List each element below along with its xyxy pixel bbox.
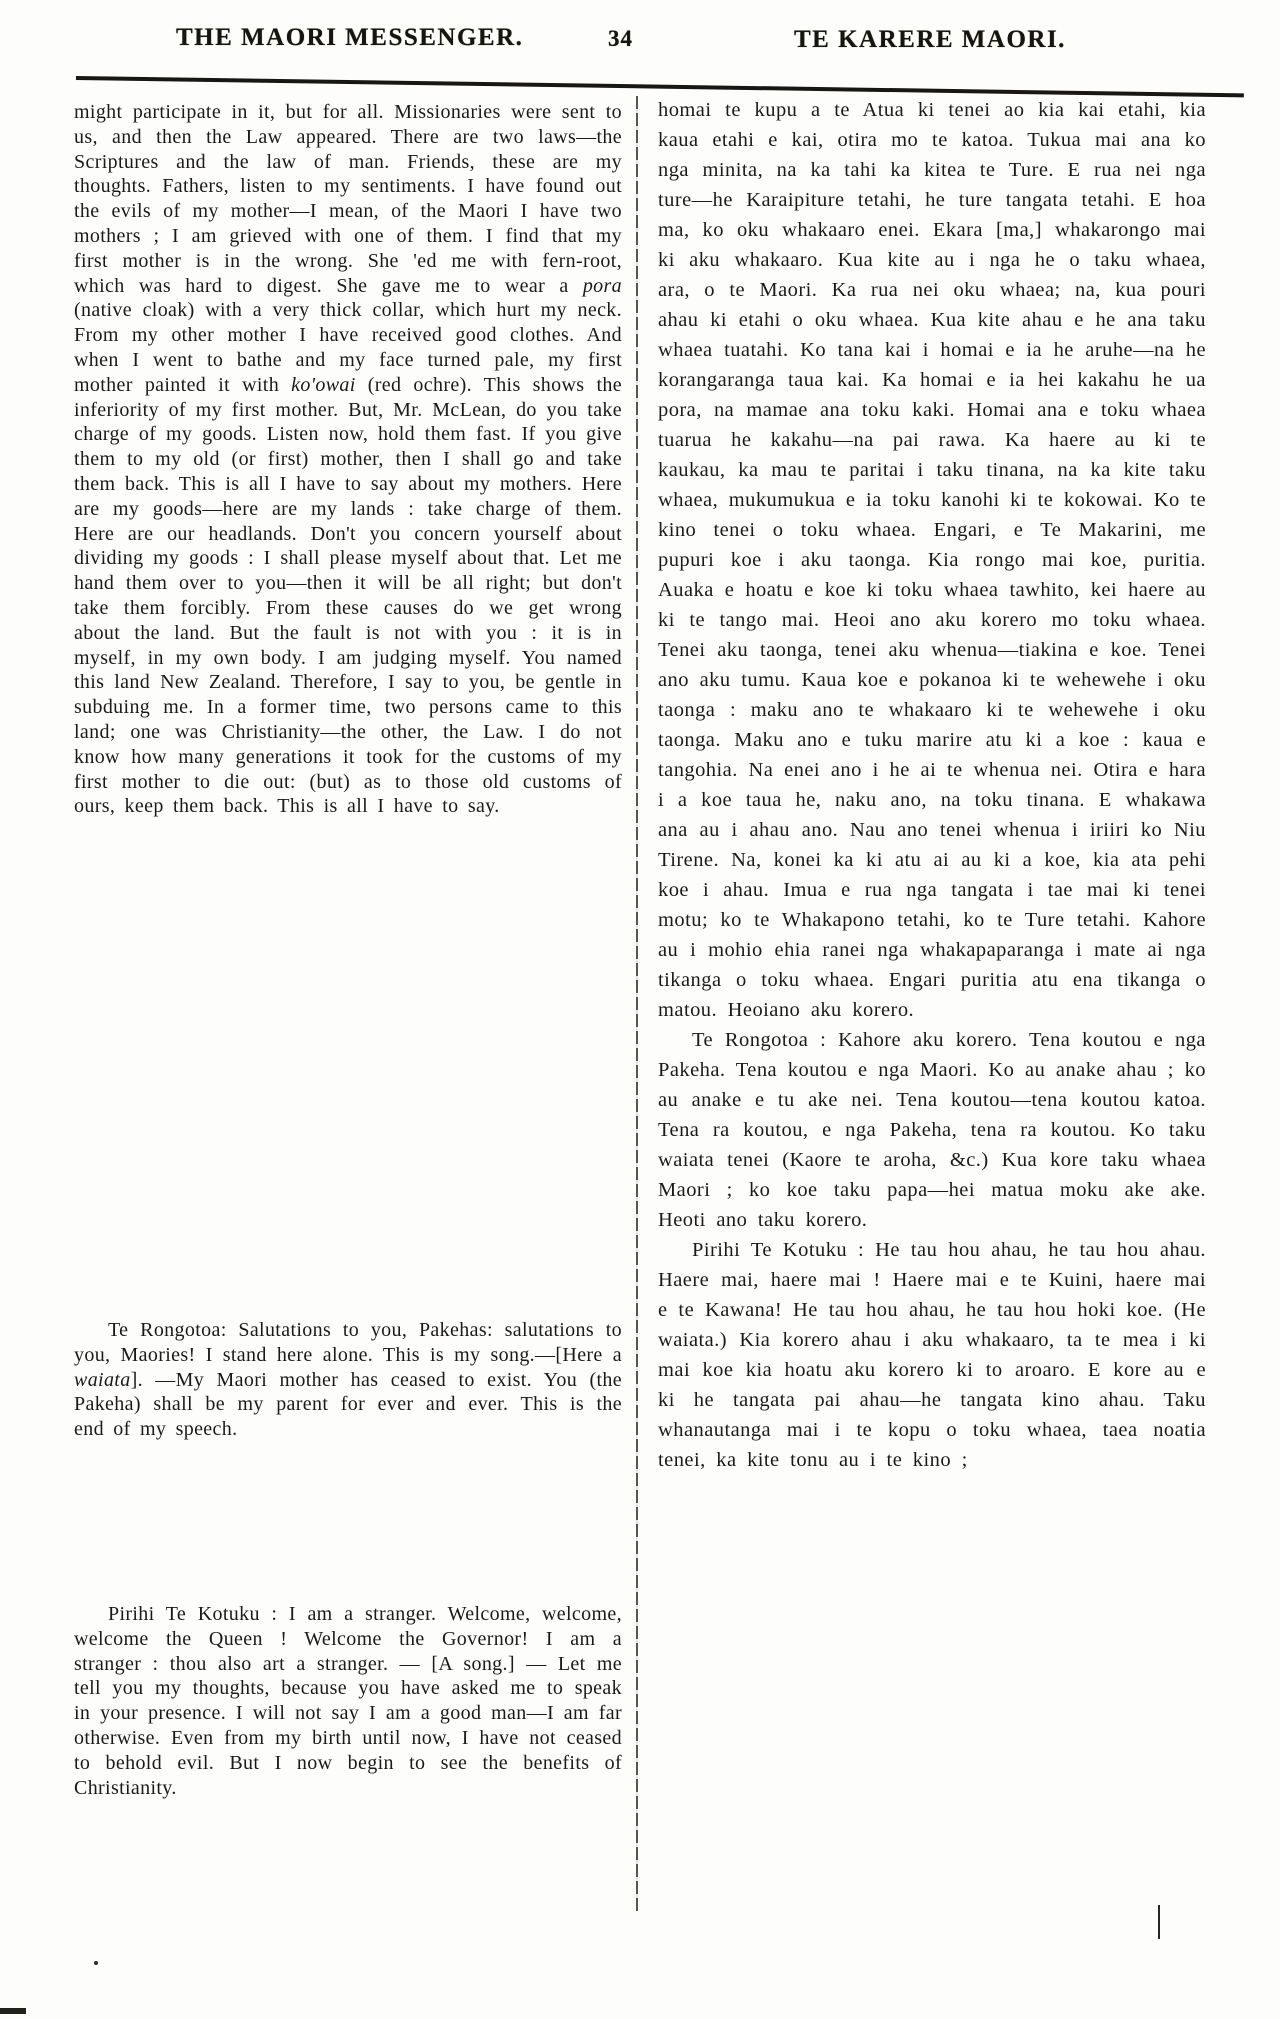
paragraph-maori-speech-continued: homai te kupu a te Atua ki tenei ao kia kai etahi, kia kaua etahi e kai, otira mo te katoa. Tukua mai ana ko nga minita, na ka tahi ka kitea te Ture. E rua nei nga ture—he Karaipiture tetahi, he ture tangata tetahi. E hoa ma, ko oku whakaaro enei. Ekara [ma,] whakarongo mai ki aku whakaaro. Kua kite au i nga he o taku whaea, ara, o te Maori. Ka rua nei oku whaea; na, kua pouri ahau ki etahi o oku whaea. Kua kite ahau e he ana taku whaea tuatahi. Ko tana kai i homai e ia he aruhe—na he korangaranga taua kai. Ka homai e ia hei kakahu he ua pora, na mamae ana toku kaki. Homai ana e toku whaea tuarua he kakahu—na pai rawa. Ka haere au ki te kaukau, ka mau te paritai i taku tinana, na ka kite taku whaea, mukumukua e ia toku kanohi ki te kokowai. Ko te kino tenei o toku whaea. Engari, e Te Makarini, me pupuri koe i aku taonga. Kia rongo mai koe, puritia. Auaka e hoatu e koe ki toku whaea tawhito, kei haere au ki te tango mai. Heoi ano aku korero mo toku whaea. Tenei aku taonga, tenei aku whenua—tiakina e koe. Tenei ano aku tumu. Kaua koe e pokanoa ki te wehewehe i oku taonga : maku ano te whakaaro ki te wehewehe i oku taonga. Maku ano e tuku marire atu ki a koe : kaua e tangohia. Na enei ano i he ai te whenua nei. Otira e hara i a koe taua he, naku ano, na toku tinana. E whakawa ana au i ahau ano. Nau ano tenei whenua i iriiri ko Niu Tirene. Na, konei ka ki atu ai au ki a koe, kia ata pehi koe i ahau. Imua e rua nga tangata i tae mai ki tenei motu; ko te Whakapono tetahi, ko te Ture tetahi. Kahore au i mohio ehia ranei nga whakapaparanga i mate ai nga tikanga o toku whaea. Engari puritia atu ena tikanga o matou. Heoiano aku korero. xyxy=(658,99,1206,1021)
page-number: 34 xyxy=(608,26,633,51)
left-column-english xyxy=(74,100,622,1990)
paragraph-english-speech-continued: might participate in it, but for all. Missionaries were sent to us, and then the Law appeared. There are two laws—the Scriptures and the law of man. Friends, these are my thoughts. Fathers, listen to my sentiments. I have found out the evils of my mother—I mean, of the Maori I have two mothers ; I am grieved with one of them. I find that my first mother is in the wrong. She 'ed me with fern-root, which was hard to digest. She gave me to wear a pora (native cloak) with a very thick collar, which hurt my neck. From my other mother I have received good clothes. And when I went to bathe and my face turned pale, my first mother painted it with ko'owai (red ochre). This shows the inferiority of my first mother. But, Mr. McLean, do you take charge of my goods. Listen now, hold them fast. If you give them to my old (or first) mother, then I shall go and take them back. This is all I have to say about my mothers. Here are my goods—here are my lands : take charge of them. Here are our headlands. Don't you concern yourself about dividing my goods : I shall please myself about that. Let me hand them over to you—then it will be all right; but don't take them forcibly. From these causes do we get wrong about the land. But the fault is not with you : it is in myself, in my own body. I am judging myself. You named this land New Zealand. Therefore, I say to you, be gentle in subduing me. In a former time, two persons came to this land; one was Christianity—the other, the Law. I do not know how many generations it took for the customs of my first mother to die out: (but) as to those old customs of ours, keep them back. This is all I have to say. xyxy=(74,101,622,818)
right-column-maori xyxy=(658,95,1206,1475)
column-divider xyxy=(636,96,638,1911)
masthead-english-title: THE MAORI MESSENGER. xyxy=(176,24,524,51)
masthead-maori-title: TE KARERE MAORI. xyxy=(794,26,1066,53)
paragraph-pirihi-te-kotuku-english: Pirihi Te Kotuku : I am a stranger. Welcome, welcome, welcome the Queen ! Welcome the Governor! I am a stranger : thou also art a stranger. — [A song.] — Let me tell you my thoughts, because you have asked me to speak in your presence. I will not say I am a good man—I am far otherwise. Even from my birth until now, I have not ceased to behold evil. But I now begin to see the benefits of Christianity. xyxy=(74,1603,622,1799)
scan-artifact-mark xyxy=(1158,1905,1160,1939)
paragraph-te-rongotoa-english: Te Rongotoa: Salutations to you, Pakehas: salutations to you, Maories! I stand here alone. This is my song.—[Here a waiata]. —My Maori mother has ceased to exist. You (the Pakeha) shall be my parent for ever and ever. This is the end of my speech. xyxy=(74,1319,622,1441)
scan-artifact-dot xyxy=(94,1961,98,1965)
paragraph-pirihi-te-kotuku-maori: Pirihi Te Kotuku : He tau hou ahau, he tau hou ahau. Haere mai, haere mai ! Haere mai e te Kuini, haere mai e te Kawana! He tau hou ahau, he tau hou hoki koe. (He waiata.) Kia korero ahau i aku whakaaro, ta te mea i ki mai koe kia hoatu aku korero ki to aroaro. E kore au e ki he tangata pai ahau—he tangata kino ahau. Taku whanautanga mai i te kopu o toku whaea, taea noatia tenei, ka kite tonu au i te kino ; xyxy=(658,1239,1206,1471)
scan-artifact-corner xyxy=(0,2008,26,2014)
paragraph-te-rongotoa-maori: Te Rongotoa : Kahore aku korero. Tena koutou e nga Pakeha. Tena koutou e nga Maori. Ko au anake ahau ; ko au anake e tu ake nei. Tena koutou—tena koutou katoa. Tena ra koutou, e nga Pakeha, tena ra koutou. Ko taku waiata tenei (Kaore te aroha, &c.) Kua kore taku whaea Maori ; ko koe taku papa—hei matua moku ake ake. Heoti ano taku korero. xyxy=(658,1029,1206,1231)
